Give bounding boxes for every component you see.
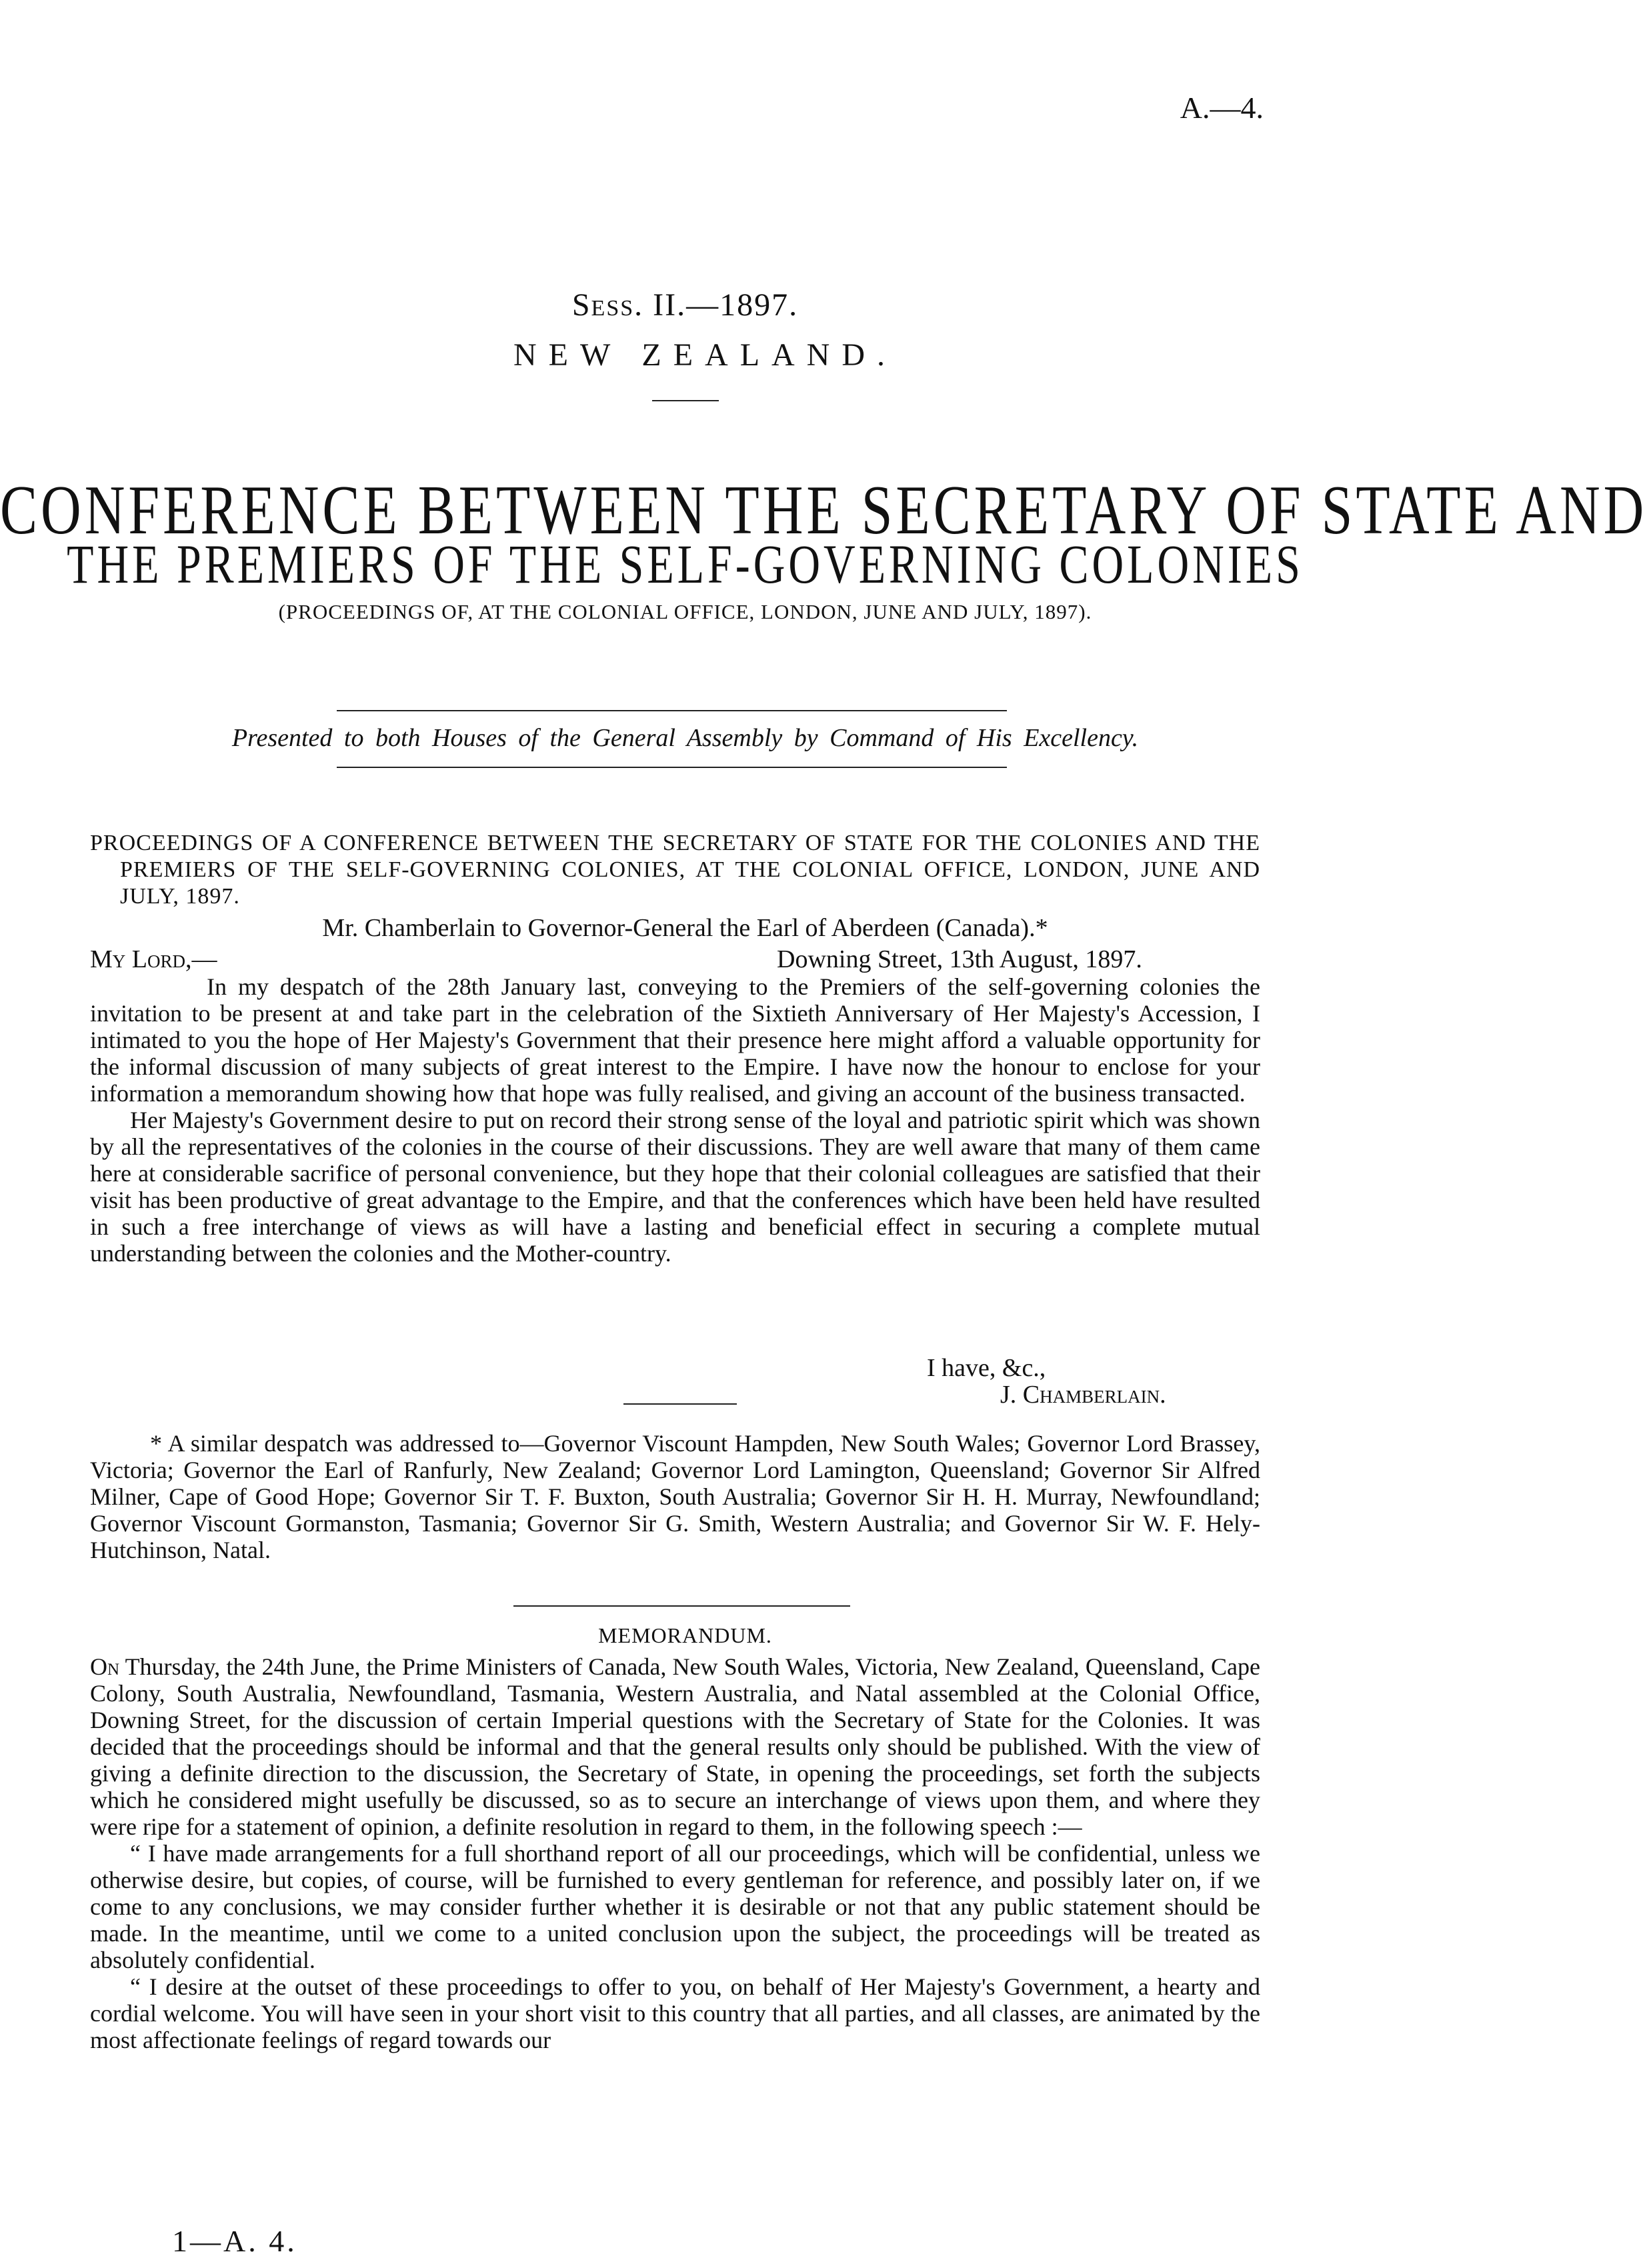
footnote-text: * A similar despatch was addressed to—Governor Viscount Hampden, New South Wales; Governor Lord Brassey, Victoria; Governor the Earl of Ranfurly, New Zealand; Governor Lord Lamington, Queensland; Governor Sir Alfred Milner, Cape of Good Hope; Governor Sir T. F. Buxton, South Australia; Governor Sir H. H. Murray, Newfoundland; Governor Viscount Gormanston, Tasmania; Governor Sir G. Smith, Western Australia; and Governor Sir W. F. Hely-Hutchinson, Natal. <box>90 1430 1260 1563</box>
page-footer: 1—A. 4. <box>172 2224 297 2258</box>
memorandum-paragraph-1-text: Thursday, the 24th June, the Prime Ministers of Canada, New South Wales, Victoria, New Zealand, Queensland, Cape Colony, South Australia, Newfoundland, Tasmania, Western Australia, and Natal assembled at the Colonial Office, Downing Street, for the discussion of certain Imperial questions with the Secretary of State for the Colonies. It was decided that the proceedings should be informal and that the general results only should be published. With the view of giving a definite direction to the discussion, the Secretary of State, in opening the proceedings, set forth the subjects which he considered might usefully be discussed, so as to secure an interchange of views upon them, and where they were ripe for a statement of opinion, a definite resolution in regard to them, in the following speech :— <box>90 1653 1260 1840</box>
letter-paragraph-2: Her Majesty's Government desire to put on record their strong sense of the loyal and patriotic spirit which was shown by all the representatives of the colonies in the course of their discussions. They are well aware that many of them came here at considerable sacrifice of personal convenience, but they hope that their colonial colleagues are satisfied that their visit has been productive of great advantage to the Empire, and that the conferences which have been held have resulted in such a free interchange of views as will have a lasting and beneficial effect in securing a complete mutual understanding between the colonies and the Mother-country. <box>90 1107 1260 1267</box>
title-line-2: THE PREMIERS OF THE SELF-GOVERNING COLONIES <box>67 534 1304 595</box>
title-subtitle: (PROCEEDINGS OF, AT THE COLONIAL OFFICE, LONDON, JUNE AND JULY, 1897). <box>278 600 1092 623</box>
letter-closing: I have, &c., <box>927 1354 1046 1382</box>
divider <box>337 767 1007 768</box>
letter-dateline: Downing Street, 13th August, 1897. <box>777 945 1142 973</box>
presented-line: Presented to both Houses of the General Assembly by Command of His Excellency. <box>231 724 1139 752</box>
memorandum-paragraph-3: “ I desire at the outset of these proceedings to offer to you, on behalf of Her Majesty's Government, a hearty and cordial welcome. You will have seen in your short visit to this country that all parties, and all classes, are animated by the most affectionate feelings of regard towards our <box>90 1973 1260 2053</box>
memorandum-paragraph-1 <box>90 1653 1260 1840</box>
letter-body <box>90 973 1260 1267</box>
page-reference: A.—4. <box>1180 91 1264 125</box>
proceedings-heading: PROCEEDINGS OF A CONFERENCE BETWEEN THE SECRETARY OF STATE FOR THE COLONIES AND THE PREMIERS OF THE SELF-GOVERNING COLONIES, AT THE COLONIAL OFFICE, LONDON, JUNE AND JULY, 1897. <box>90 831 1260 909</box>
country-heading: NEW ZEALAND. <box>513 337 898 373</box>
memorandum-paragraph-2: “ I have made arrangements for a full shorthand report of all our proceedings, which will be confidential, unless we otherwise desire, but copies, of course, will be furnished to every gentleman for reference, and possibly later on, if we come to any conclusions, we may consider further whether it is desirable or not that any public statement should be made. In the meantime, until we come to a united conclusion upon the subject, the proceedings will be treated as absolutely confidential. <box>90 1840 1260 1973</box>
letter-address <box>0 913 1370 943</box>
memorandum-heading: MEMORANDUM. <box>598 1623 772 1647</box>
footnote <box>90 1430 1260 1563</box>
letter-salutation: My Lord,— <box>90 945 217 973</box>
title-line-1: CONFERENCE BETWEEN THE SECRETARY OF STATE AND <box>0 471 1647 549</box>
letter-paragraph-1: In my despatch of the 28th January last, conveying to the Premiers of the self-governing colonies the invitation to be present at and take part in the celebration of the Sixtieth Anniversary of Her Majesty's Accession, I intimated to you the hope of Her Majesty's Government that their presence here might afford a valuable opportunity for the informal discussion of many subjects of great interest to the Empire. I have now the honour to enclose for your information a memorandum showing how that hope was fully realised, and giving an account of the business transacted. <box>90 973 1260 1107</box>
divider <box>652 400 719 401</box>
divider <box>337 710 1007 711</box>
letter-address-text: Mr. Chamberlain to Governor-General the Earl of Aberdeen (Canada).* <box>322 914 1048 942</box>
session-number: II.—1897. <box>653 287 799 323</box>
session-prefix: Sess. <box>571 287 644 323</box>
letter-signature: J. Chamberlain. <box>1000 1381 1166 1409</box>
memorandum-lead: On <box>90 1653 120 1680</box>
divider <box>623 1403 737 1405</box>
divider <box>513 1605 850 1607</box>
session-line <box>0 287 1370 323</box>
memorandum-body <box>90 1653 1260 2053</box>
